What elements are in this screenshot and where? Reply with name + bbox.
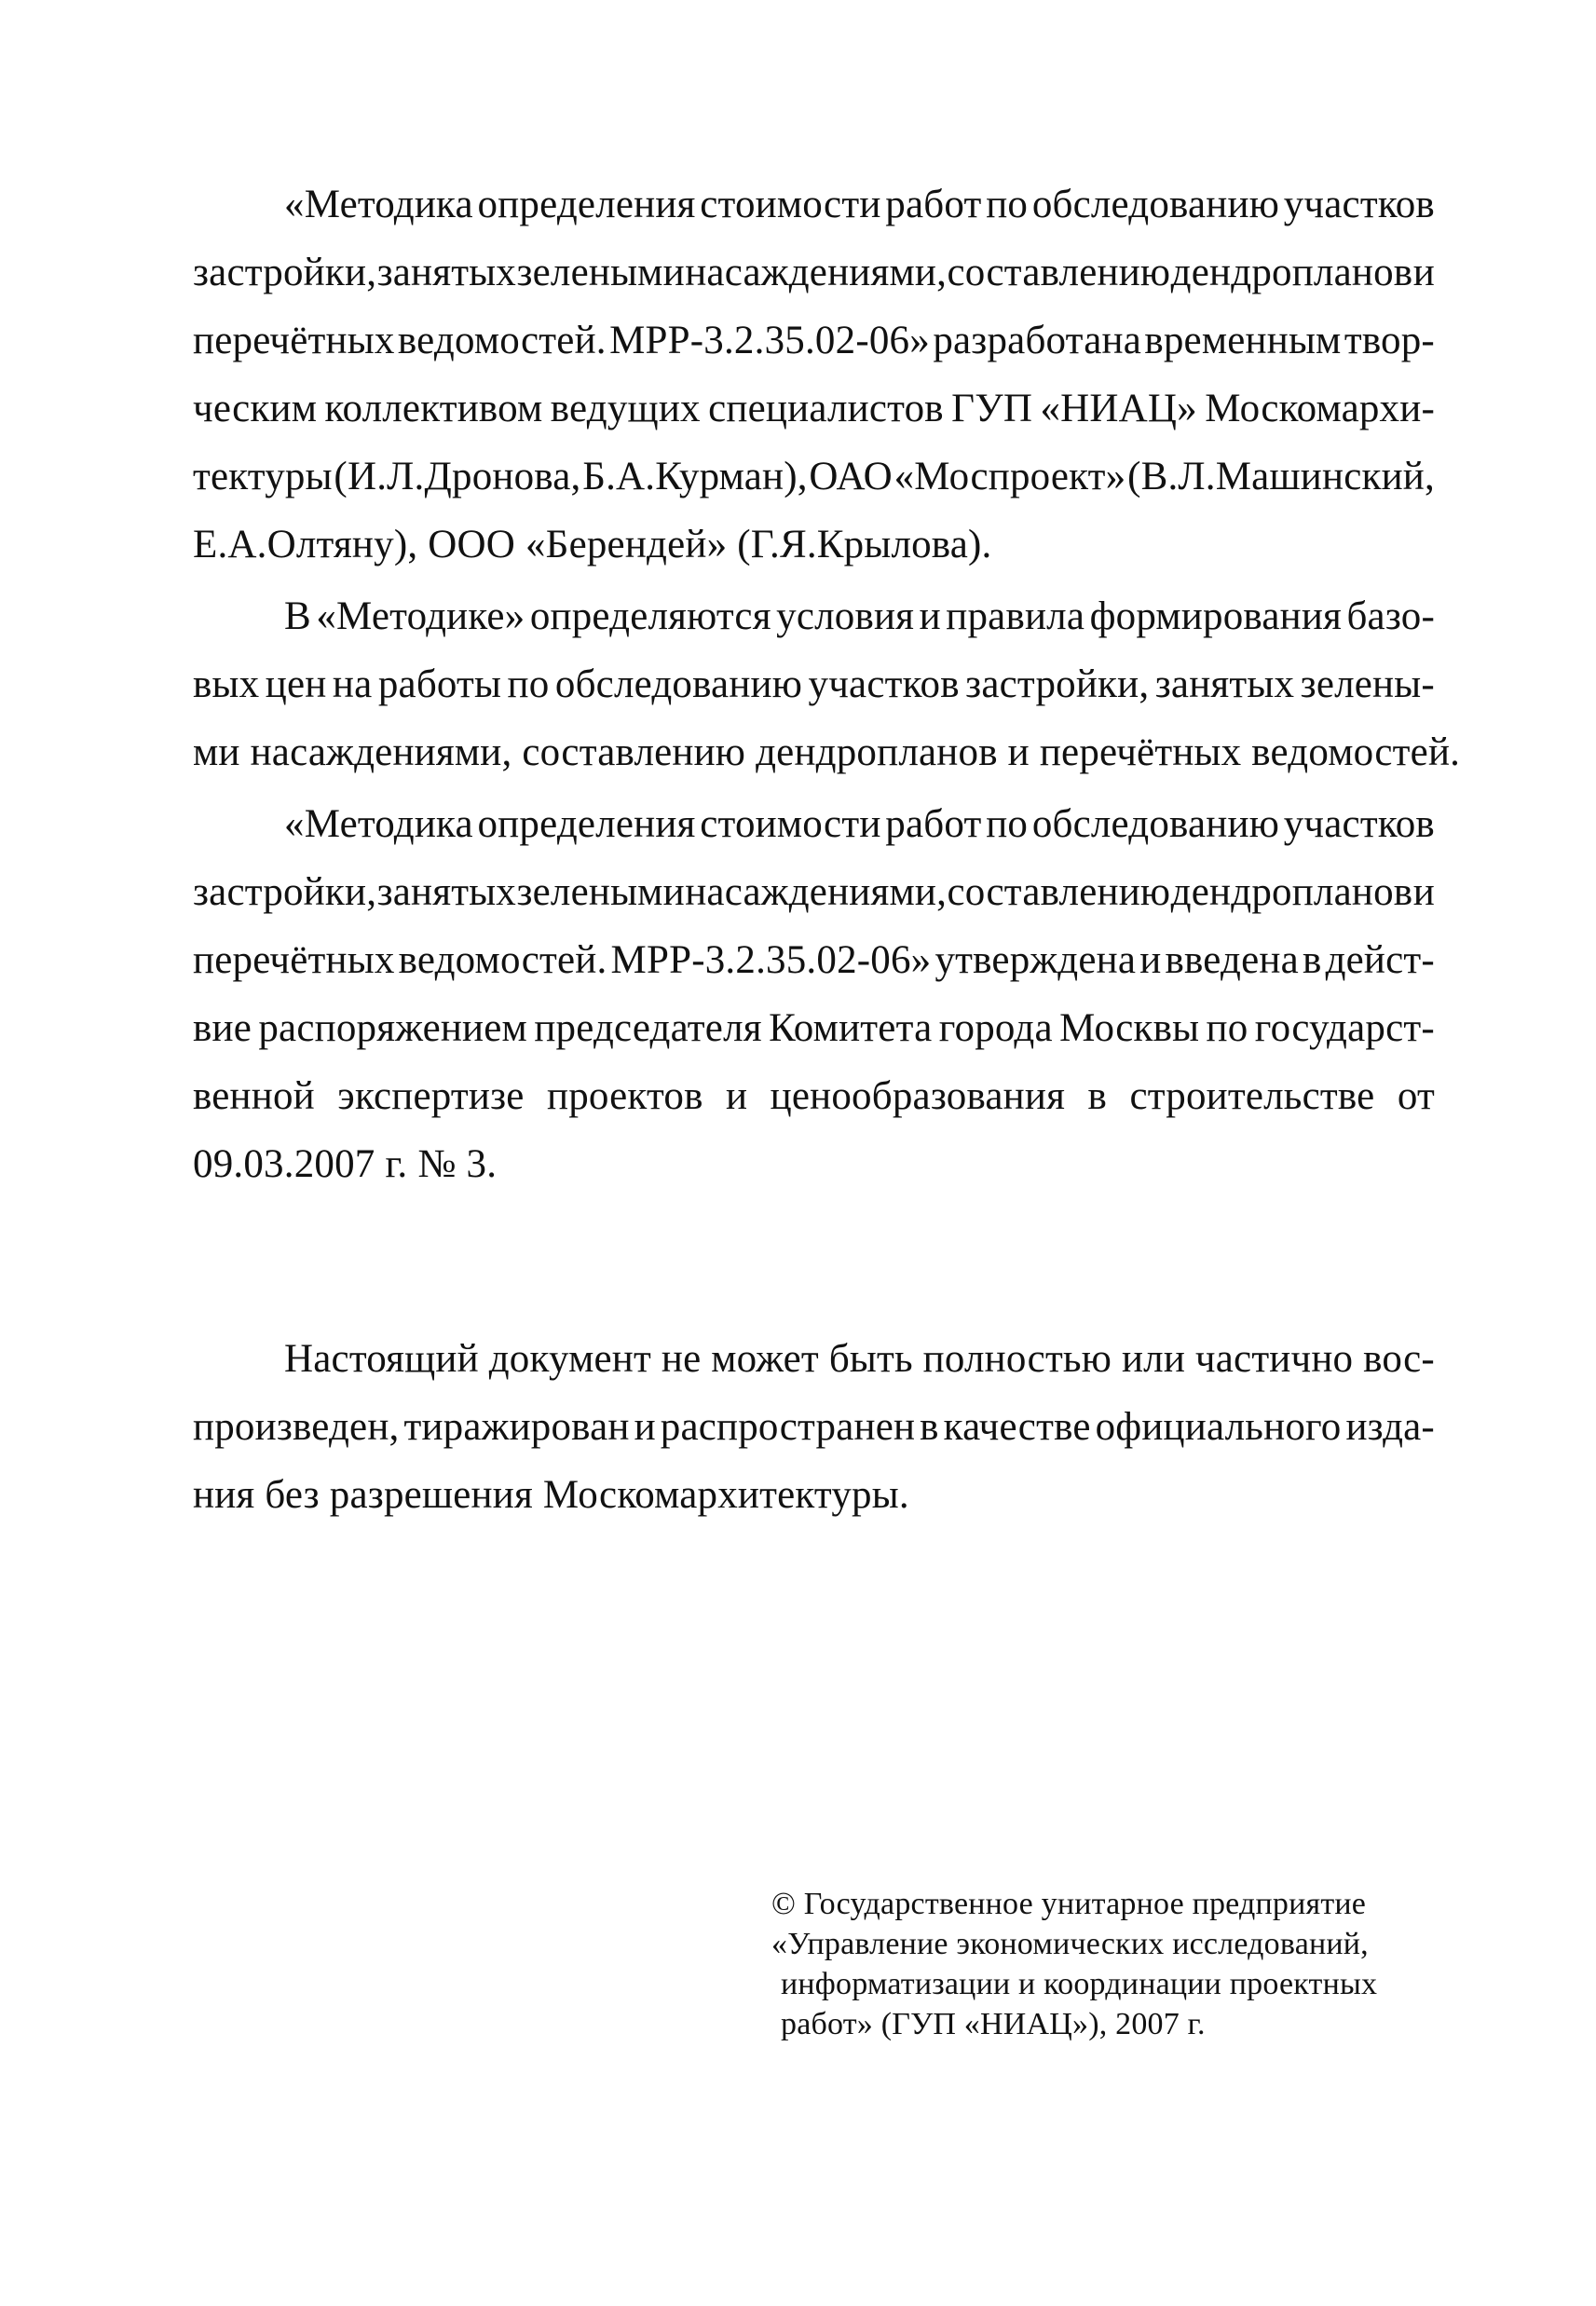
word: и bbox=[634, 1405, 656, 1449]
text-line-last: ния без разрешения Москомархитектуры. bbox=[193, 1473, 909, 1517]
word: формирования bbox=[1089, 594, 1343, 638]
word: обследованию bbox=[554, 662, 803, 706]
word: произведен, bbox=[193, 1405, 400, 1449]
word: от bbox=[1397, 1074, 1435, 1118]
word: города bbox=[938, 1006, 1053, 1050]
word: официального bbox=[1095, 1405, 1342, 1449]
word: экспертизе bbox=[337, 1074, 525, 1118]
word: застройки, bbox=[193, 251, 377, 294]
word: дендропланов bbox=[1170, 251, 1413, 294]
word: Комитета bbox=[769, 1006, 933, 1050]
word: на bbox=[332, 662, 373, 706]
text-line bbox=[193, 321, 1435, 361]
copyright-line: «Управление экономических исследований, bbox=[771, 1927, 1369, 1961]
word: распространен bbox=[660, 1405, 916, 1449]
text-line bbox=[193, 457, 1435, 497]
word: МРР-3.2.35.02-06» bbox=[609, 319, 930, 362]
word: документ bbox=[488, 1337, 652, 1381]
word: застройки, bbox=[193, 870, 377, 914]
text-line bbox=[193, 389, 1435, 429]
word: составлению bbox=[947, 251, 1171, 294]
text-line bbox=[284, 804, 1435, 844]
word: венной bbox=[193, 1074, 315, 1118]
word: Москвы bbox=[1059, 1006, 1200, 1050]
word: занятых bbox=[376, 870, 517, 914]
word: распоряжением bbox=[258, 1006, 527, 1050]
word: занятых bbox=[376, 251, 517, 294]
word: ценообразования bbox=[770, 1074, 1066, 1118]
word: коллективом bbox=[324, 387, 543, 430]
word: базо- bbox=[1346, 594, 1435, 638]
copyright-line: работ» (ГУП «НИАЦ»), 2007 г. bbox=[781, 2007, 1206, 2041]
word: занятых bbox=[1154, 662, 1295, 706]
word: составлению bbox=[947, 870, 1171, 914]
word: ГУП bbox=[951, 387, 1033, 430]
word: в bbox=[1302, 938, 1322, 982]
word: проектов bbox=[547, 1074, 703, 1118]
word: не bbox=[661, 1337, 702, 1381]
word: ведущих bbox=[550, 387, 701, 430]
word: разработана bbox=[933, 319, 1141, 362]
text-line-last: 09.03.2007 г. № 3. bbox=[193, 1142, 498, 1186]
word: в bbox=[1087, 1074, 1108, 1118]
word: «Методика bbox=[284, 802, 473, 846]
word: тиражирован bbox=[403, 1405, 630, 1449]
word: качестве bbox=[943, 1405, 1091, 1449]
word: строительстве bbox=[1129, 1074, 1375, 1118]
text-line bbox=[193, 252, 1435, 293]
word: В bbox=[284, 594, 311, 638]
word: МРР-3.2.35.02-06» bbox=[610, 938, 932, 982]
word: участков bbox=[1283, 183, 1435, 226]
word: условия bbox=[776, 594, 915, 638]
word: вос- bbox=[1363, 1337, 1435, 1381]
text-line-last: Е.А.Олтяну), ООО «Берендей» (Г.Я.Крылова). bbox=[193, 523, 992, 566]
word: зелеными bbox=[516, 870, 685, 914]
word: стоимости bbox=[700, 183, 881, 226]
word: Б.А.Курман), bbox=[582, 455, 808, 498]
text-line bbox=[193, 940, 1435, 980]
word: по bbox=[986, 183, 1029, 226]
word: определения bbox=[477, 802, 696, 846]
word: зелеными bbox=[516, 251, 685, 294]
word: определяются bbox=[529, 594, 771, 638]
word: в bbox=[920, 1405, 939, 1449]
word: изда- bbox=[1345, 1405, 1435, 1449]
word: тектуры bbox=[193, 455, 333, 498]
text-line bbox=[284, 596, 1435, 636]
copyright-line: © Государственное унитарное предприятие bbox=[771, 1887, 1367, 1921]
word: по bbox=[507, 662, 550, 706]
word: введена bbox=[1165, 938, 1299, 982]
word: участков bbox=[1283, 802, 1435, 846]
word: частично bbox=[1194, 1337, 1354, 1381]
word: государст- bbox=[1254, 1006, 1435, 1050]
text-line bbox=[193, 872, 1435, 912]
word: обследованию bbox=[1031, 183, 1280, 226]
word: насаждениями, bbox=[685, 251, 948, 294]
word: твор- bbox=[1344, 319, 1435, 362]
word: работ bbox=[885, 802, 982, 846]
word: работ bbox=[885, 183, 982, 226]
word: специалистов bbox=[708, 387, 944, 430]
word: ведомостей. bbox=[397, 319, 607, 362]
word: и bbox=[919, 594, 941, 638]
text-line bbox=[284, 184, 1435, 225]
word: перечётных bbox=[193, 319, 395, 362]
text-line bbox=[284, 1339, 1435, 1379]
text-line bbox=[193, 1008, 1435, 1048]
word: (В.Л.Машинский, bbox=[1127, 455, 1435, 498]
word: председателя bbox=[534, 1006, 762, 1050]
text-line bbox=[193, 1076, 1435, 1116]
word: полностью bbox=[922, 1337, 1112, 1381]
word: перечётных bbox=[193, 938, 395, 982]
word: и bbox=[1139, 938, 1162, 982]
word: дейст- bbox=[1325, 938, 1435, 982]
word: временным bbox=[1144, 319, 1342, 362]
word: застройки, bbox=[965, 662, 1150, 706]
word: «НИАЦ» bbox=[1040, 387, 1197, 430]
word: (И.Л.Дронова, bbox=[334, 455, 581, 498]
text-line-last: ми насаждениями, составлению дендропланов и перечётных ведомостей. bbox=[193, 730, 1461, 774]
word: обследованию bbox=[1031, 802, 1280, 846]
word: утверждена bbox=[934, 938, 1137, 982]
word: по bbox=[986, 802, 1029, 846]
word: участков bbox=[808, 662, 960, 706]
word: дендропланов bbox=[1170, 870, 1413, 914]
word: зелены- bbox=[1300, 662, 1435, 706]
word: ОАО bbox=[809, 455, 893, 498]
word: и bbox=[1412, 251, 1435, 294]
word: ведомостей. bbox=[398, 938, 607, 982]
word: и bbox=[726, 1074, 748, 1118]
word: «Моспроект» bbox=[893, 455, 1126, 498]
word: «Методика bbox=[284, 183, 473, 226]
word: цен bbox=[265, 662, 327, 706]
word: Москомархи- bbox=[1205, 387, 1435, 430]
word: вых bbox=[193, 662, 260, 706]
word: и bbox=[1412, 870, 1435, 914]
word: стоимости bbox=[700, 802, 881, 846]
text-line bbox=[193, 664, 1435, 704]
word: насаждениями, bbox=[685, 870, 948, 914]
word: определения bbox=[477, 183, 696, 226]
word: быть bbox=[828, 1337, 913, 1381]
word: «Методике» bbox=[316, 594, 525, 638]
word: работы bbox=[377, 662, 502, 706]
word: может bbox=[711, 1337, 819, 1381]
word: по bbox=[1206, 1006, 1248, 1050]
word: или bbox=[1121, 1337, 1186, 1381]
copyright-line: информатизации и координации проектных bbox=[781, 1967, 1378, 2001]
word: ческим bbox=[193, 387, 318, 430]
word: правила bbox=[946, 594, 1085, 638]
word: Настоящий bbox=[284, 1337, 479, 1381]
word: вие bbox=[193, 1006, 252, 1050]
text-line bbox=[193, 1407, 1435, 1447]
